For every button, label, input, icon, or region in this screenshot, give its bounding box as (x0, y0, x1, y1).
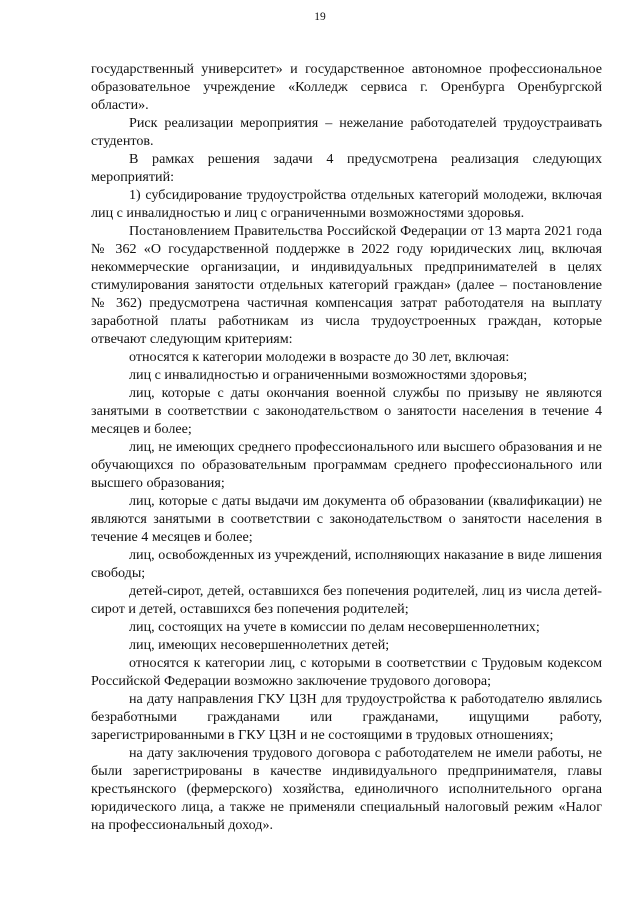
criteria-item: на дату заключения трудового договора с работодателем не имели работы, не были зарегистрированы в качестве индивидуального предпринимателя, главы крестьянского (фермерского) хозяйства, единоличного исполнительного органа юридического лица, а также не применяли специальный налоговый режим «Налог на профессиональный доход». (91, 745, 602, 833)
body-text (91, 60, 602, 834)
paragraph: 1) субсидирование трудоустройства отдельных категорий молодежи, включая лиц с инвалидностью и лиц с ограниченными возможностями здоровья. (91, 187, 602, 221)
criteria-item: лиц, имеющих несовершеннолетних детей; (129, 637, 390, 653)
criteria-item: лиц, состоящих на учете в комиссии по делам несовершеннолетних; (129, 619, 540, 635)
criteria-item: относятся к категории молодежи в возрасте до 30 лет, включая: (129, 349, 510, 365)
paragraph: Риск реализации мероприятия – нежелание работодателей трудоустраивать студентов. (91, 115, 602, 149)
criteria-item: детей-сирот, детей, оставшихся без попечения родителей, лиц из числа детей-сирот и детей, оставшихся без попечения родителей; (91, 583, 602, 617)
criteria-item: лиц с инвалидностью и ограниченными возможностями здоровья; (129, 367, 528, 383)
criteria-item: относятся к категории лиц, с которыми в соответствии с Трудовым кодексом Российской Федерации возможно заключение трудового договора; (91, 655, 602, 689)
criteria-item: лиц, не имеющих среднего профессионального или высшего образования и не обучающихся по образовательным программам среднего профессионального или высшего образования; (91, 439, 602, 491)
criteria-item: на дату направления ГКУ ЦЗН для трудоустройства к работодателю являлись безработными гражданами или гражданами, ищущими работу, зарегистрированными в ГКУ ЦЗН и не состоящими в трудовых отношениях; (91, 691, 602, 743)
criteria-item: лиц, которые с даты окончания военной службы по призыву не являются занятыми в соответствии с законодательством о занятости населения в течение 4 месяцев и более; (91, 385, 602, 437)
criteria-item: лиц, освобожденных из учреждений, исполняющих наказание в виде лишения свободы; (91, 547, 602, 581)
paragraph: В рамках решения задачи 4 предусмотрена реализация следующих мероприятий: (91, 151, 602, 185)
paragraph: Постановлением Правительства Российской Федерации от 13 марта 2021 года № 362 «О государственной поддержке в 2022 году юридических лиц, включая некоммерческие организации, и индивидуальных предпринимателей в целях стимулирования занятости отдельных категорий граждан» (далее – постановление № 362) предусмотрена частичная компенсация затрат работодателя на выплату заработной платы работникам из числа трудоустроенных граждан, которые отвечают следующим критериям: (91, 223, 602, 347)
page-number: 19 (314, 11, 326, 23)
paragraph: государственный университет» и государственное автономное профессиональное образовательное учреждение «Колледж сервиса г. Оренбурга Оренбургской области». (91, 61, 602, 113)
criteria-item: лиц, которые с даты выдачи им документа об образовании (квалификации) не являются занятыми в соответствии с законодательством о занятости населения в течение 4 месяцев и более; (91, 493, 602, 545)
